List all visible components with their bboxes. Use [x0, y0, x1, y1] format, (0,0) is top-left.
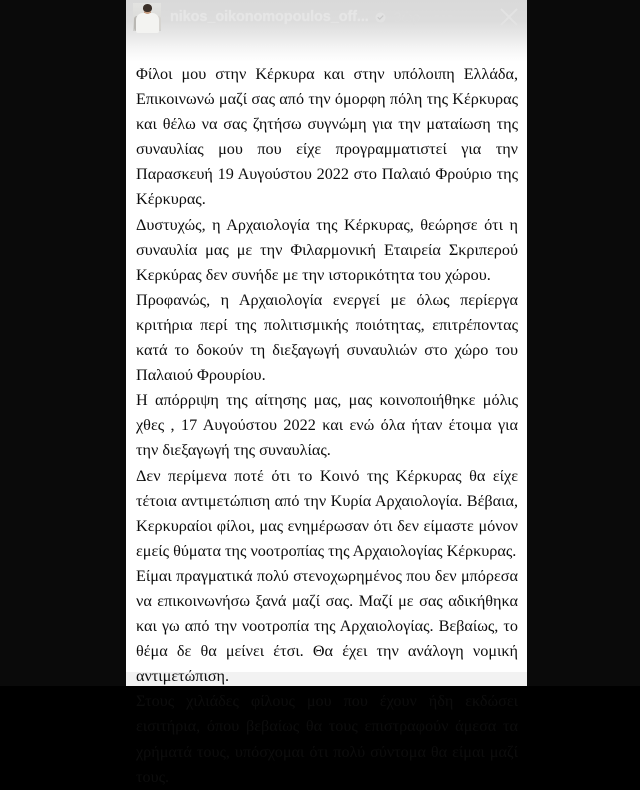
avatar-hair	[143, 4, 152, 12]
avatar[interactable]	[133, 3, 161, 31]
story-text-body	[126, 62, 527, 790]
letterbox-right	[527, 0, 640, 686]
story-paragraph: Στους χιλιάδες φίλους μου που έχουν ήδη εκδώσει εισιτήρια, όπου βεβαίως θα τους επιστραφούν άμεσα τα χρήματά τους, υπόσχομαι ότι πολύ σύντομα θα είμαι μαζί τους.	[136, 692, 518, 786]
kebab-menu-icon[interactable]	[434, 11, 453, 23]
story-paragraph: Είμαι πραγματικά πολύ στενοχωρημένος που δεν μπόρεσα να επικοινωνήσω ξανά μαζί σας. Μαζί με σας αδικήθηκα και γω από την νοοτροπία της Αρχαιολογίας. Βεβαίως, το θέμα δε θα μείνει έτσι. Θα έχει την ανάλογη νομική αντιμετώπιση.	[136, 566, 518, 686]
kebab-dot-1	[435, 15, 439, 19]
close-x-icon[interactable]	[497, 5, 521, 29]
letterbox-left	[0, 0, 126, 686]
kebab-dot-3	[448, 15, 452, 19]
story-header	[126, 0, 527, 62]
account-username[interactable]: nikos_oikonomopoulos_off...	[170, 8, 369, 25]
story-paragraph: Προφανώς, η Αρχαιολογία ενεργεί με όλως περίεργα κριτήρια περί της πολιτισμικής ποιότητας, επιτρέποντας κατά το δοκούν τη διεξαγωγή συναυλιών στο χώρο του Παλαιού Φρουρίου.	[136, 290, 518, 385]
story-paragraph: Δεν περίμενα ποτέ ότι το Κοινό της Κέρκυρας θα είχε τέτοια αντιμετώπιση από την Κυρία Αρχαιολογία. Βέβαια, Κερκυραίοι φίλοι, μας ενημέρωσαν ότι δεν είμαστε μόνον εμείς θύματα της νοοτροπίας της Αρχαιολογίας Κέρκυρας.	[136, 466, 518, 560]
story-header-row	[126, 0, 527, 34]
verified-badge-icon	[375, 12, 386, 23]
story-paragraph: Φίλοι μου στην Κέρκυρα και στην υπόλοιπη Ελλάδα, Επικοινωνώ μαζί σας από την όμορφη πόλη της Κέρκυρας και θέλω να σας ζητήσω συγνώμη για την ματαίωση της συναυλίας μου που είχε προγραμματιστεί για την Παρασκευή 19 Αυγούστου 2022 στο Παλαιό Φρούριο της Κέρκυρας.	[136, 65, 518, 209]
story-paragraph: Δυστυχώς, η Αρχαιολογία της Κέρκυρας, θεώρησε ότι η συναυλία μας με την Φιλαρμονική Εταιρεία Σκριπερού Κερκύρας δεν συνήδε με την ιστορικότητα του χώρου.	[136, 215, 518, 284]
story-card	[126, 0, 527, 786]
avatar-shirt	[136, 13, 159, 33]
kebab-dot-2	[442, 15, 446, 19]
story-timestamp: 3ώρ.	[393, 9, 425, 25]
story-paragraph: Η απόρριψη της αίτησης μας, μας κοινοποιήθηκε μόλις χθες , 17 Αυγούστου 2022 και ενώ όλα ήταν έτοιμα για την διεξαγωγή της συναυλίας.	[136, 391, 518, 460]
